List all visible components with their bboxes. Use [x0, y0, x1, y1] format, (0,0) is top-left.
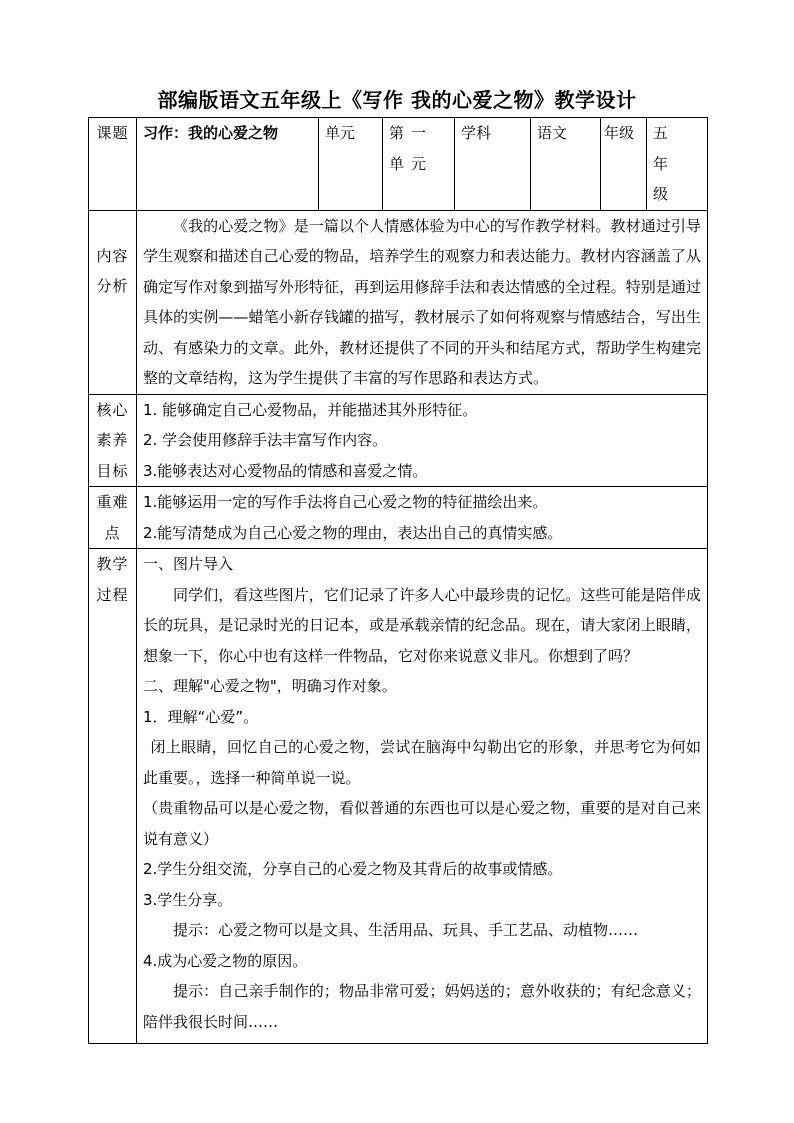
unit-value: 第一单元 — [383, 118, 455, 211]
subject-value: 语文 — [531, 118, 601, 211]
step-hint: 提示：自己亲手制作的；物品非常可爱；妈妈送的；意外收获的；有纪念意义；陪伴我很长时间…… — [143, 982, 701, 1031]
lesson-label: 课题 — [89, 118, 137, 211]
process-label: 教学过程 — [89, 549, 137, 1044]
header-row — [89, 118, 708, 211]
section-heading: 一、图片导入 — [143, 555, 234, 573]
goals-row — [89, 394, 708, 487]
difficulty-item: 1.能够运用一定的写作手法将自己心爱之物的特征描绘出来。 — [143, 493, 548, 511]
subject-label: 学科 — [455, 118, 531, 211]
content-text: 《我的心爱之物》是一篇以个人情感体验为中心的写作教学材料。教材通过引导学生观察和描述自己心爱的物品，培养学生的观察力和表达能力。教材内容涵盖了从确定写作对象到描写外形特征，再到运用修辞手法和表达情感的全过程。特别是通过具体的实例——蜡笔小新存钱罐的描写，教材展示了如何将观察与情感结合，写出生动、有感染力的文章。此外，教材还提供了不同的开头和结尾方式，帮助学生构建完整的文章结构，这为学生提供了丰富的写作思路和表达方式。 — [137, 210, 708, 394]
difficulty-item: 2.能写清楚成为自己心爱之物的理由，表达出自己的真情实感。 — [143, 523, 563, 542]
lesson-value: 习作：我的心爱之物 — [137, 118, 319, 211]
step-heading: 2.学生分组交流，分享自己的心爱之物及其背后的故事或情感。 — [143, 860, 563, 878]
step-heading: 4.成为心爱之物的原因。 — [143, 951, 308, 970]
step-paragraph: 闭上眼睛，回忆自己的心爱之物，尝试在脑海中勾勒出它的形象，并思考它为何如此重要。，选择一种简单说一说。 — [143, 738, 701, 787]
section-heading: 二、理解"心爱之物"，明确习作对象。 — [143, 677, 397, 695]
goal-item: 1. 能够确定自己心爱物品，并能描述其外形特征。 — [143, 400, 478, 419]
step-hint: 提示：心爱之物可以是文具、生活用品、玩具、手工艺品、动植物…… — [173, 921, 639, 939]
lesson-plan-table — [88, 117, 708, 1044]
process-content — [137, 549, 708, 1044]
goals-list — [137, 394, 708, 487]
content-label: 内容分析 — [89, 210, 137, 394]
goals-label: 核心素养目标 — [89, 394, 137, 487]
step-heading: 3.学生分享。 — [143, 890, 233, 909]
goal-item: 3.能够表达对心爱物品的情感和喜爱之情。 — [143, 461, 428, 480]
difficulty-row — [89, 487, 708, 549]
section-paragraph: 同学们，看这些图片，它们记录了许多人心中最珍贵的记忆。这些可能是陪伴成长的玩具，是记录时光的日记本，或是承载亲情的纪念品。现在，请大家闭上眼睛，想象一下，你心中也有这样一件物品，它对你来说意义非凡。你想到了吗？ — [143, 585, 701, 665]
grade-label: 年级 — [601, 118, 647, 211]
page-title: 部编版语文五年级上《写作 我的心爱之物》教学设计 — [157, 88, 637, 112]
step-note: （贵重物品可以是心爱之物，看似普通的东西也可以是心爱之物，重要的是对自己来说有意义） — [143, 799, 701, 848]
step-heading: 1．理解“心爱”。 — [143, 707, 259, 726]
process-row — [89, 549, 708, 1044]
goal-item: 2. 学会使用修辞手法丰富写作内容。 — [143, 431, 388, 449]
difficulty-list — [137, 487, 708, 549]
difficulty-label: 重难点 — [89, 487, 137, 549]
content-row — [89, 210, 708, 394]
grade-value: 五年级 — [647, 118, 708, 211]
unit-label: 单元 — [319, 118, 383, 211]
